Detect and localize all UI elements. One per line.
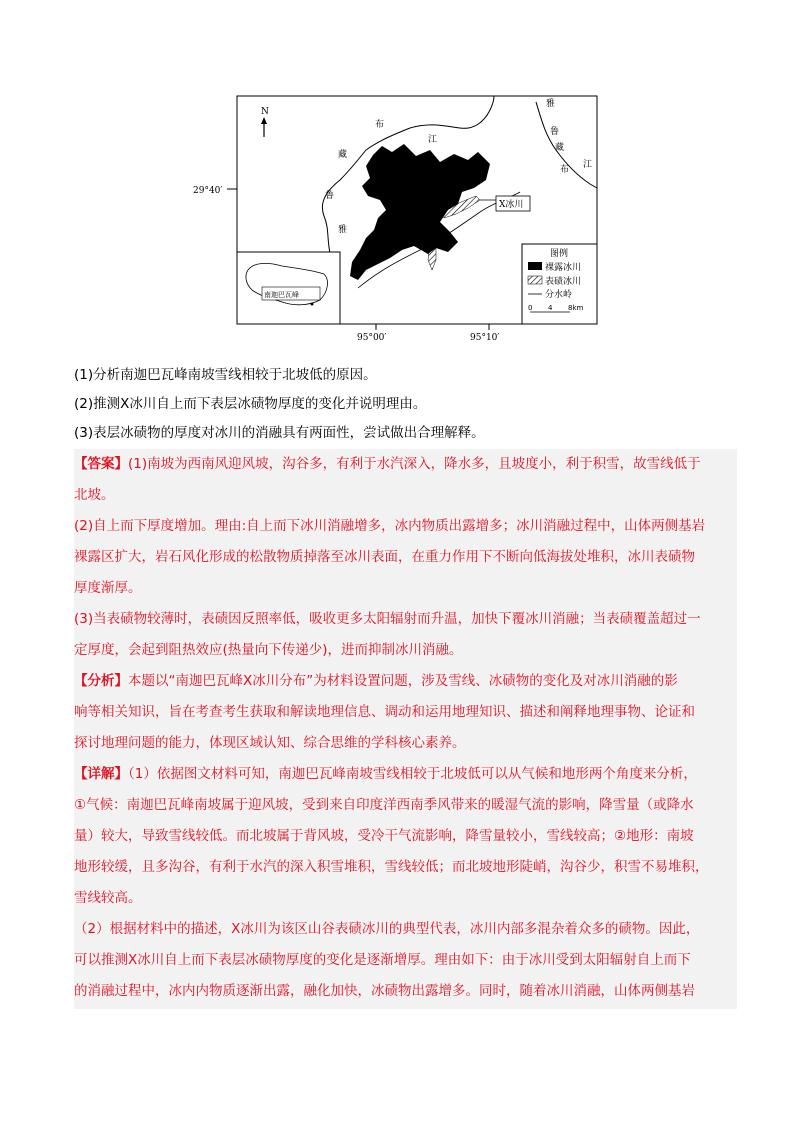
answer-line-2: 北坡。: [74, 487, 115, 503]
legend-item-3: 分水岭: [545, 290, 573, 300]
detail-line-4: 地形较缓，且多沟谷，有利于水汽的深入积雪堆积，雪线较低；而北坡地形陡峭，沟谷少，积雪不易堆积，: [74, 859, 709, 875]
detail-tag: 【详解】: [74, 766, 128, 782]
answer-line-6: (3)当表碛物较薄时，表碛因反照率低，吸收更多太阳辐射而升温，加快下覆冰川消融；当表碛覆盖超过一: [74, 611, 701, 627]
glacier-map-svg: [190, 92, 610, 342]
river-char-1: 雅: [546, 99, 556, 109]
lat-label: 29°40′: [193, 186, 223, 196]
question-1: (1)分析南迦巴瓦峰南坡雪线相较于北坡低的原因。: [74, 367, 377, 383]
analysis-line-3: 探讨地理问题的能力，体现区域认知、综合思维的学科核心素养。: [74, 735, 466, 751]
lon-label-1: 95°00′: [357, 333, 387, 342]
scale-0: 0: [528, 304, 533, 312]
analysis-line-1: 【分析】本题以“南迦巴瓦峰X冰川分布”为材料设置问题，涉及雪线、冰碛物的变化及对冰川消融的影: [74, 673, 678, 689]
analysis-line-2: 响等相关知识，旨在考查考生获取和解读地理信息、调动和运用地理知识、描述和阐释地理事物、论证和: [74, 704, 695, 720]
detail-line-2: ①气候：南迦巴瓦峰南坡属于迎风坡，受到来自印度洋西南季风带来的暖湿气流的影响，降雪量（或降水: [74, 797, 694, 813]
answer-line-7: 定厚度，会起到阻热效应(热量向下传递少)，进而抑制冰川消融。: [74, 642, 463, 658]
scale-8: 8km: [568, 304, 584, 312]
answer-block: [74, 449, 737, 1009]
scale-4: 4: [548, 304, 553, 312]
detail-line-7: 可以推测X冰川自上而下表层冰碛物厚度的变化是逐渐增厚。理由如下：由于冰川受到太阳辐射自上而下: [74, 952, 691, 968]
detail-line-1: 【详解】（1）依据图文材料可知，南迦巴瓦峰南坡雪线相较于北坡低可以从气候和地形两个角度来分析，: [74, 766, 697, 782]
river-char-4: 布: [560, 165, 570, 175]
river-left-char-4: 鲁: [325, 191, 335, 201]
answer-line-5: 厚度渐厚。: [74, 580, 142, 596]
analysis-tag: 【分析】: [74, 673, 128, 689]
question-3: (3)表层冰碛物的厚度对冰川的消融具有两面性，尝试做出合理解释。: [74, 425, 485, 441]
legend-item-2: 表碛冰川: [545, 277, 582, 287]
river-char-5: 江: [583, 160, 593, 170]
detail-line-3: 量）较大，导致雪线较低。而北坡属于背风坡，受冷干气流影响，降雪量较小，雪线较高；②地形：南坡: [74, 828, 694, 844]
detail-line-6: （2）根据材料中的描述，X冰川为该区山谷表碛冰川的典型代表，冰川内部多混杂着众多的碛物。因此，: [74, 921, 700, 937]
answer-line-1: 【答案】(1)南坡为西南风迎风坡，沟谷多，有利于水汽深入，降水多，且坡度小，利于积雪，故雪线低于: [74, 456, 701, 472]
river-left-char-5: 雅: [338, 225, 348, 235]
lon-label-2: 95°10′: [470, 333, 500, 342]
answer-line-4: 裸露区扩大，岩石风化形成的松散物质掉落至冰川表面，在重力作用下不断向低海拔处堆积，冰川表碛物: [74, 549, 695, 565]
detail-line-8: 的消融过程中，冰内内物质逐渐出露，融化加快，冰碛物出露增多。同时，随着冰川消融，山体两侧基岩: [74, 983, 695, 999]
detail-line-5: 雪线较高。: [74, 890, 142, 906]
answer-tag: 【答案】: [74, 456, 128, 472]
question-2: (2)推测X冰川自上而下表层冰碛物厚度的变化并说明理由。: [74, 396, 427, 412]
legend-item-1: 裸露冰川: [545, 263, 582, 273]
answer-line-3: (2)自上而下厚度增加。理由:自上而下冰川消融增多，冰内物质出露增多；冰川消融过程中，山体两侧基岩: [74, 518, 706, 534]
glacier-map: [190, 92, 610, 342]
river-left-char-3: 藏: [338, 150, 348, 160]
river-char-3: 藏: [555, 143, 565, 153]
inset-label: 南迦巴瓦峰: [264, 291, 299, 299]
north-label: N: [261, 107, 269, 117]
glacier-x-label: X冰川: [499, 200, 524, 210]
river-left-char-2: 江: [428, 135, 438, 145]
river-left-char-1: 布: [375, 120, 385, 130]
river-char-2: 鲁: [550, 127, 560, 137]
legend-title: 图例: [550, 249, 569, 259]
questions: [74, 361, 734, 448]
